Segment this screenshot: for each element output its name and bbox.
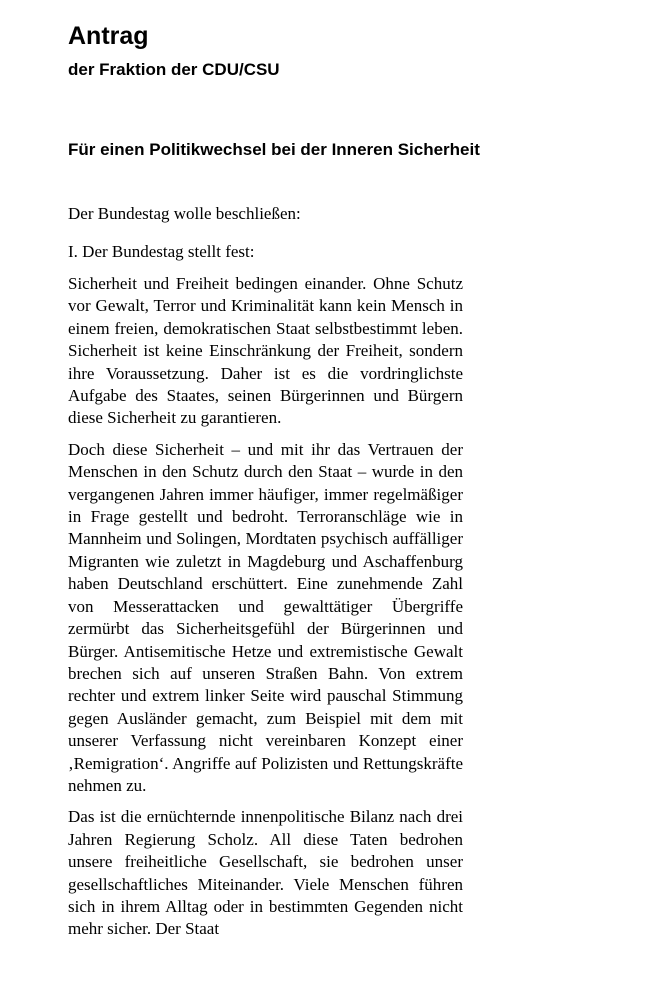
paragraph: Sicherheit und Freiheit bedingen einander. Ohne Schutz vor Gewalt, Terror und Kriminalität kann kein Mensch in einem freien, demokratischen Staat selbstbestimmt leben. Sicherheit ist keine Einschränkung der Freiheit, sondern ihre Voraussetzung. Daher ist es die vordringlichste Aufgabe des Staates, seinen Bürgerinnen und Bürgern diese Sicherheit zu garantieren. (68, 274, 463, 428)
paragraph: Das ist die ernüchternde innenpolitische Bilanz nach drei Jahren Regierung Scholz. All diese Taten bedrohen unsere freiheitliche Gesellschaft, sie bedrohen unser gesellschaftliches Miteinander. Viele Menschen führen sich in ihrem Alltag oder in bestimmten Gegenden nicht mehr sicher. Der Staat (68, 807, 463, 939)
paragraph: Doch diese Sicherheit – und mit ihr das Vertrauen der Menschen in den Schutz durch den Staat – wurde in den vergangenen Jahren immer häufiger, immer regelmäßiger in Frage gestellt und bedroht. Terroranschläge wie in Mannheim und Solingen, Mordtaten psychisch auffälliger Migranten wie zuletzt in Magdeburg und Aschaffenburg haben Deutschland erschüttert. Eine zunehmende Zahl von Messerattacken und gewalttätiger Übergriffe zermürbt das Sicherheitsgefühl der Bürgerinnen und Bürger. Antisemitische Hetze und extremistische Gewalt brechen sich auf unseren Straßen Bahn. Von extrem rechter und extrem linker Seite wird pauschal Stimmung gegen Ausländer gemacht, zum Beispiel mit dem mit unserer Verfassung nicht vereinbaren Konzept einer ‚Remigration‘. Angriffe auf Polizisten und Rettungskräfte nehmen zu. (68, 439, 463, 795)
document-title: Antrag (68, 22, 149, 50)
document-subtitle: der Fraktion der CDU/CSU (68, 60, 280, 79)
intro-text: Der Bundestag wolle beschließen: (68, 204, 301, 223)
body-text (68, 273, 463, 950)
document-heading: Für einen Politikwechsel bei der Inneren Sicherheit (68, 140, 480, 159)
section-label: I. Der Bundestag stellt fest: (68, 242, 255, 261)
